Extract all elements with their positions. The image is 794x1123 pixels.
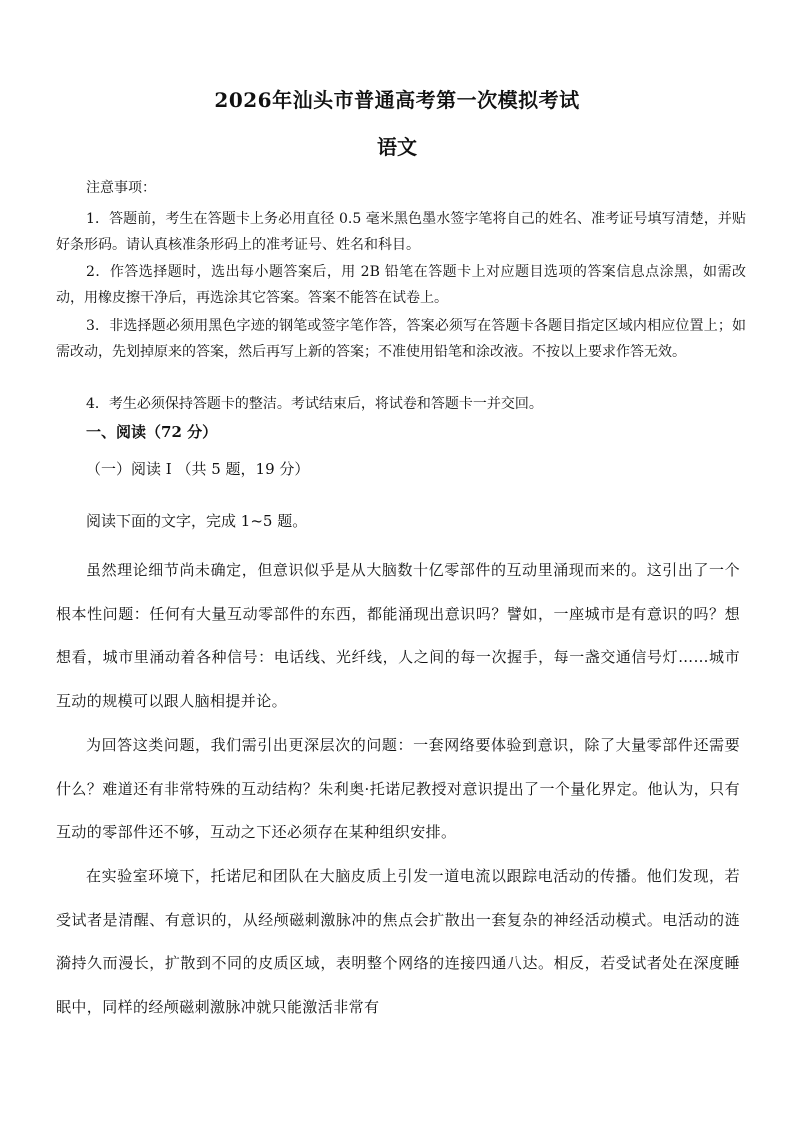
- notice-item: 1．答题前，考生在答题卡上务必用直径 0.5 毫米黑色墨水签字笔将自己的姓名、准考证号填写清楚，并贴好条形码。请认真核准条形码上的准考证号、姓名和科目。: [56, 211, 746, 253]
- reading-instruction: 阅读下面的文字，完成 1~5 题。: [86, 512, 308, 530]
- exam-title: 2026年汕头市普通高考第一次模拟考试: [214, 88, 580, 112]
- passage-paragraph: 为回答这类问题，我们需引出更深层次的问题：一套网络要体验到意识，除了大量零部件还需要什么？难道还有非常特殊的互动结构？朱利奥·托诺尼教授对意识提出了一个量化界定。他认为，只有互动的零部件还不够，互动之下还必须存在某种组织安排。: [56, 736, 740, 841]
- notice-item: 2．作答选择题时，选出每小题答案后，用 2B 铅笔在答题卡上对应题目选项的答案信息点涂黑，如需改动，用橡皮擦干净后，再选涂其它答案。答案不能答在试卷上。: [56, 264, 746, 306]
- passage-paragraph: 虽然理论细节尚未确定，但意识似乎是从大脑数十亿零部件的互动里涌现而来的。这引出了一个根本性问题：任何有大量互动零部件的东西，都能涌现出意识吗？譬如，一座城市是有意识的吗？想想看，城市里涌动着各种信号：电话线、光纤线，人之间的每一次握手，每一盏交通信号灯……城市互动的规模可以跟人脑相提并论。: [56, 561, 740, 710]
- passage-paragraph: 在实验室环境下，托诺尼和团队在大脑皮质上引发一道电流以跟踪电活动的传播。他们发现，若受试者是清醒、有意识的，从经颅磁刺激脉冲的焦点会扩散出一套复杂的神经活动模式。电活动的涟漪持久而漫长，扩散到不同的皮质区域，表明整个网络的连接四通八达。相反，若受试者处在深度睡眠中，同样的经颅磁刺激脉冲就只能激活非常有: [56, 867, 740, 1016]
- section-heading: 一、阅读（72 分）: [86, 423, 218, 441]
- subject-title: 语文: [377, 135, 417, 159]
- notice-item: 3．非选择题必须用黑色字迹的钢笔或签字笔作答，答案必须写在答题卡各题目指定区域内相应位置上；如需改动，先划掉原来的答案，然后再写上新的答案；不准使用铅笔和涂改液。不按以上要求作答无效。: [56, 318, 746, 360]
- subsection-heading: （一）阅读 I （共 5 题，19 分）: [86, 460, 310, 478]
- notice-heading: 注意事项：: [86, 180, 156, 196]
- notice-item: 4．考生必须保持答题卡的整洁。考试结束后，将试卷和答题卡一并交回。: [86, 396, 543, 412]
